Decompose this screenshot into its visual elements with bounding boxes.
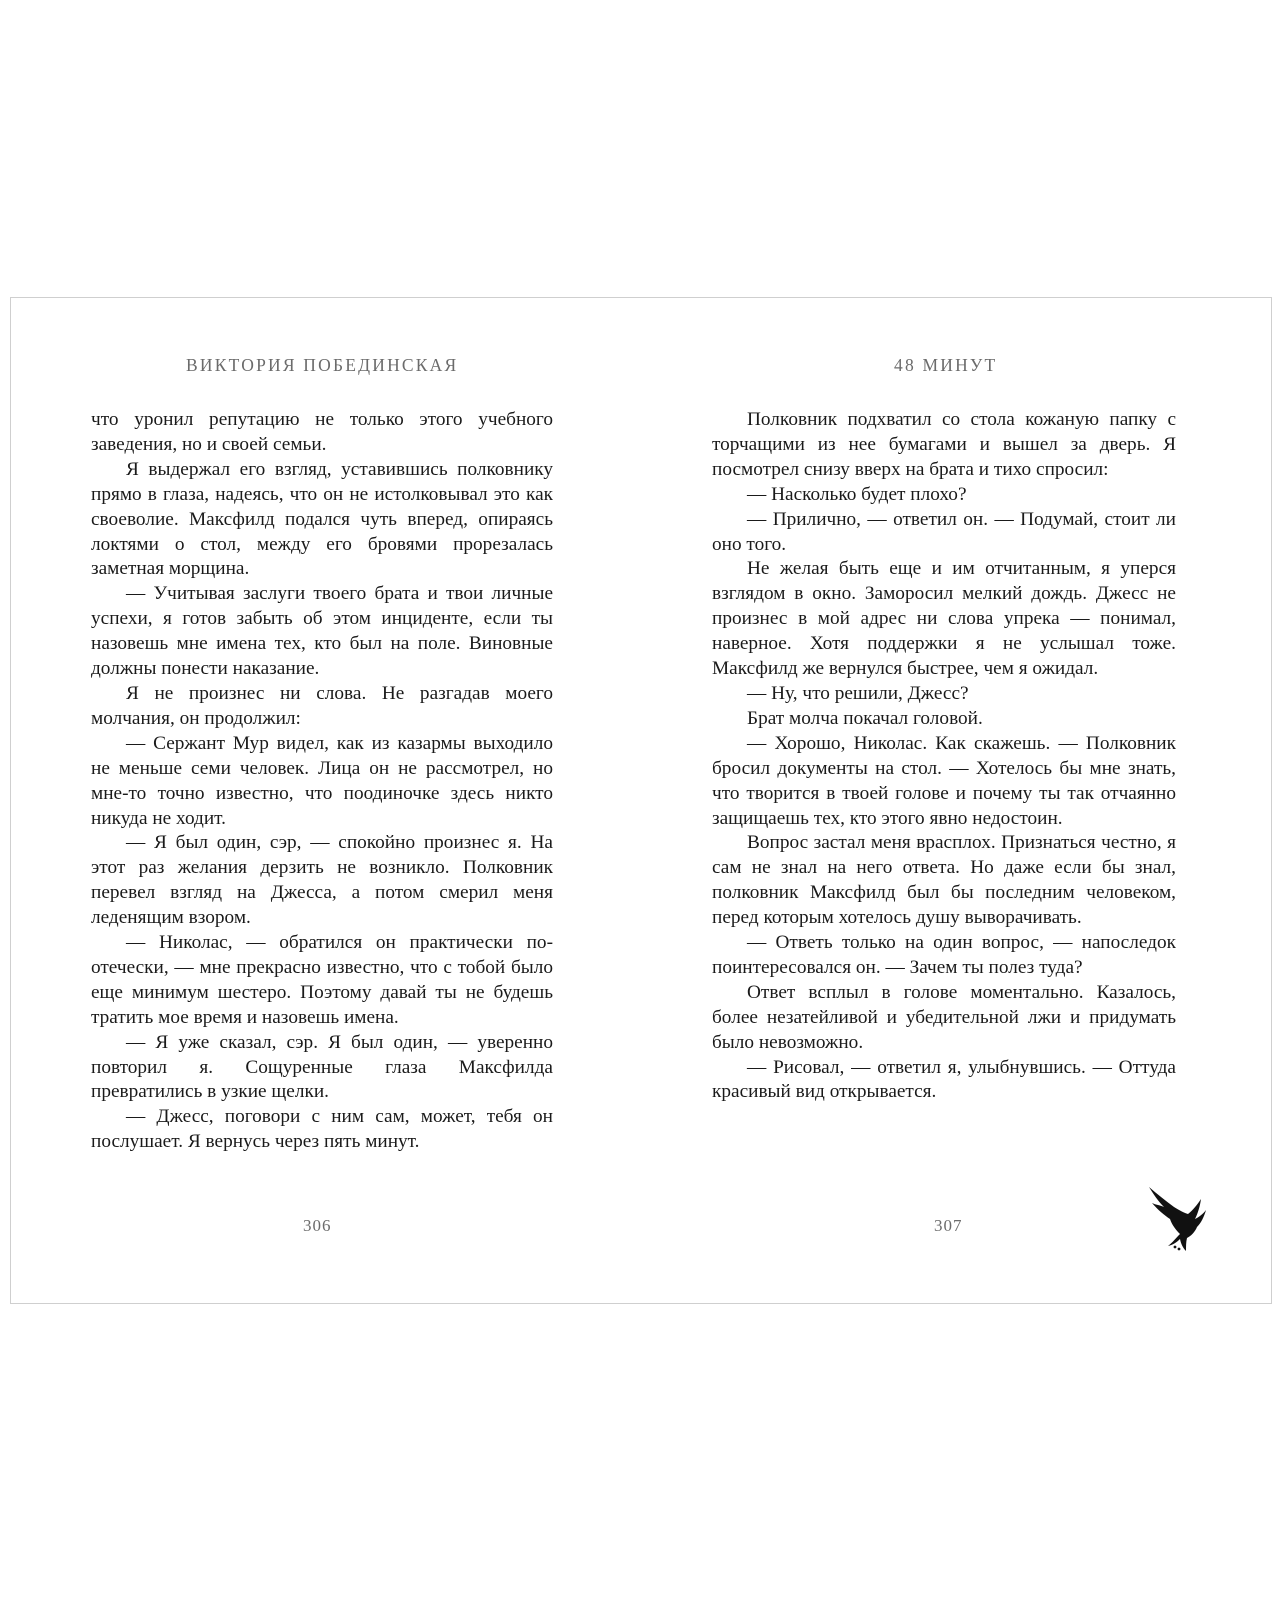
paragraph: — Хорошо, Николас. Как скажешь. — Полковник бросил документы на стол. — Хотелось бы мне знать, что творится в твоей голове и почему ты так отчаянно защищаешь тех, кто этого явно недостоин.: [712, 732, 1176, 829]
paragraph: Ответ всплыл в голове моментально. Казалось, более незатейливой и убедительной лжи и придумать было невозможно.: [712, 981, 1176, 1053]
paragraph: — Учитывая заслуги твоего брата и твои личные успехи, я готов забыть об этом инциденте, если ты назовешь мне имена тех, кто был на поле. Виновные должны понести наказание.: [91, 583, 553, 680]
left-page-text: [91, 408, 553, 1155]
paragraph: — Ну, что решили, Джесс?: [747, 682, 969, 704]
page-number-left: 306: [303, 1216, 332, 1235]
book-spread: [10, 297, 1272, 1304]
paragraph: Брат молча покачал головой.: [747, 707, 983, 729]
paragraph: Не желая быть еще и им отчитанным, я уперся взглядом в окно. Заморосил мелкий дождь. Джесс не произнес в мой адрес ни слова упрека — понимал, наверное. Хотя поддержки я не услышал тоже. Максфилд же вернулся быстрее, чем я ожидал.: [712, 558, 1176, 680]
paragraph: — Джесс, поговори с ним сам, может, тебя он послушает. Я вернусь через пять минут.: [91, 1106, 553, 1153]
paragraph: — Рисовал, — ответил я, улыбнувшись. — Оттуда красивый вид открывается.: [712, 1056, 1176, 1103]
paragraph: — Прилично, — ответил он. — Подумай, стоит ли оно того.: [712, 508, 1176, 555]
raven-icon: [1146, 1183, 1208, 1255]
paragraph: Я выдержал его взгляд, уставившись полковнику прямо в глаза, надеясь, что он не истолковывал это как своеволие. Максфилд подался чуть вперед, опираясь локтями о стол, между его бровями прорезалась заметная морщина.: [91, 458, 553, 580]
page-number-right: 307: [934, 1216, 963, 1235]
paragraph: — Сержант Мур видел, как из казармы выходило не меньше семи человек. Лица он не рассмотрел, но мне-то точно известно, что поодиночке здесь никто никуда не ходит.: [91, 732, 553, 829]
paragraph: — Николас, — обратился он практически по-отечески, — мне прекрасно известно, что с тобой было еще минимум шестеро. Поэтому давай ты не будешь тратить мое время и назовешь имена.: [91, 932, 553, 1028]
paragraph: Полковник подхватил со стола кожаную папку с торчащими из нее бумагами и вышел за дверь. Я посмотрел снизу вверх на брата и тихо спросил:: [712, 409, 1176, 480]
paragraph: — Я был один, сэр, — спокойно произнес я. На этот раз желания дерзить не возникло. Полковник перевел взгляд на Джесса, а потом смерил меня леденящим взором.: [91, 832, 553, 929]
right-page-text: [712, 408, 1176, 1105]
paragraph: что уронил репутацию не только этого учебного заведения, но и своей семьи.: [91, 409, 553, 455]
paragraph: — Насколько будет плохо?: [747, 483, 967, 505]
paragraph: — Ответь только на один вопрос, — напоследок поинтересовался он. — Зачем ты полез туда?: [712, 932, 1176, 978]
paragraph: Я не произнес ни слова. Не разгадав моего молчания, он продолжил:: [91, 682, 553, 729]
right-page: [642, 298, 1273, 1303]
left-page: [11, 298, 642, 1303]
running-head-author: ВИКТОРИЯ ПОБЕДИНСКАЯ: [186, 355, 459, 375]
paragraph: — Я уже сказал, сэр. Я был один, — уверенно повторил я. Сощуренные глаза Максфилда превратились в узкие щелки.: [91, 1031, 553, 1103]
running-head-title: 48 МИНУТ: [894, 355, 998, 375]
paragraph: Вопрос застал меня врасплох. Признаться честно, я сам не знал на него ответа. Но даже если бы знал, полковник Максфилд был бы последним человеком, перед которым хотелось душу выворачивать.: [712, 832, 1176, 929]
